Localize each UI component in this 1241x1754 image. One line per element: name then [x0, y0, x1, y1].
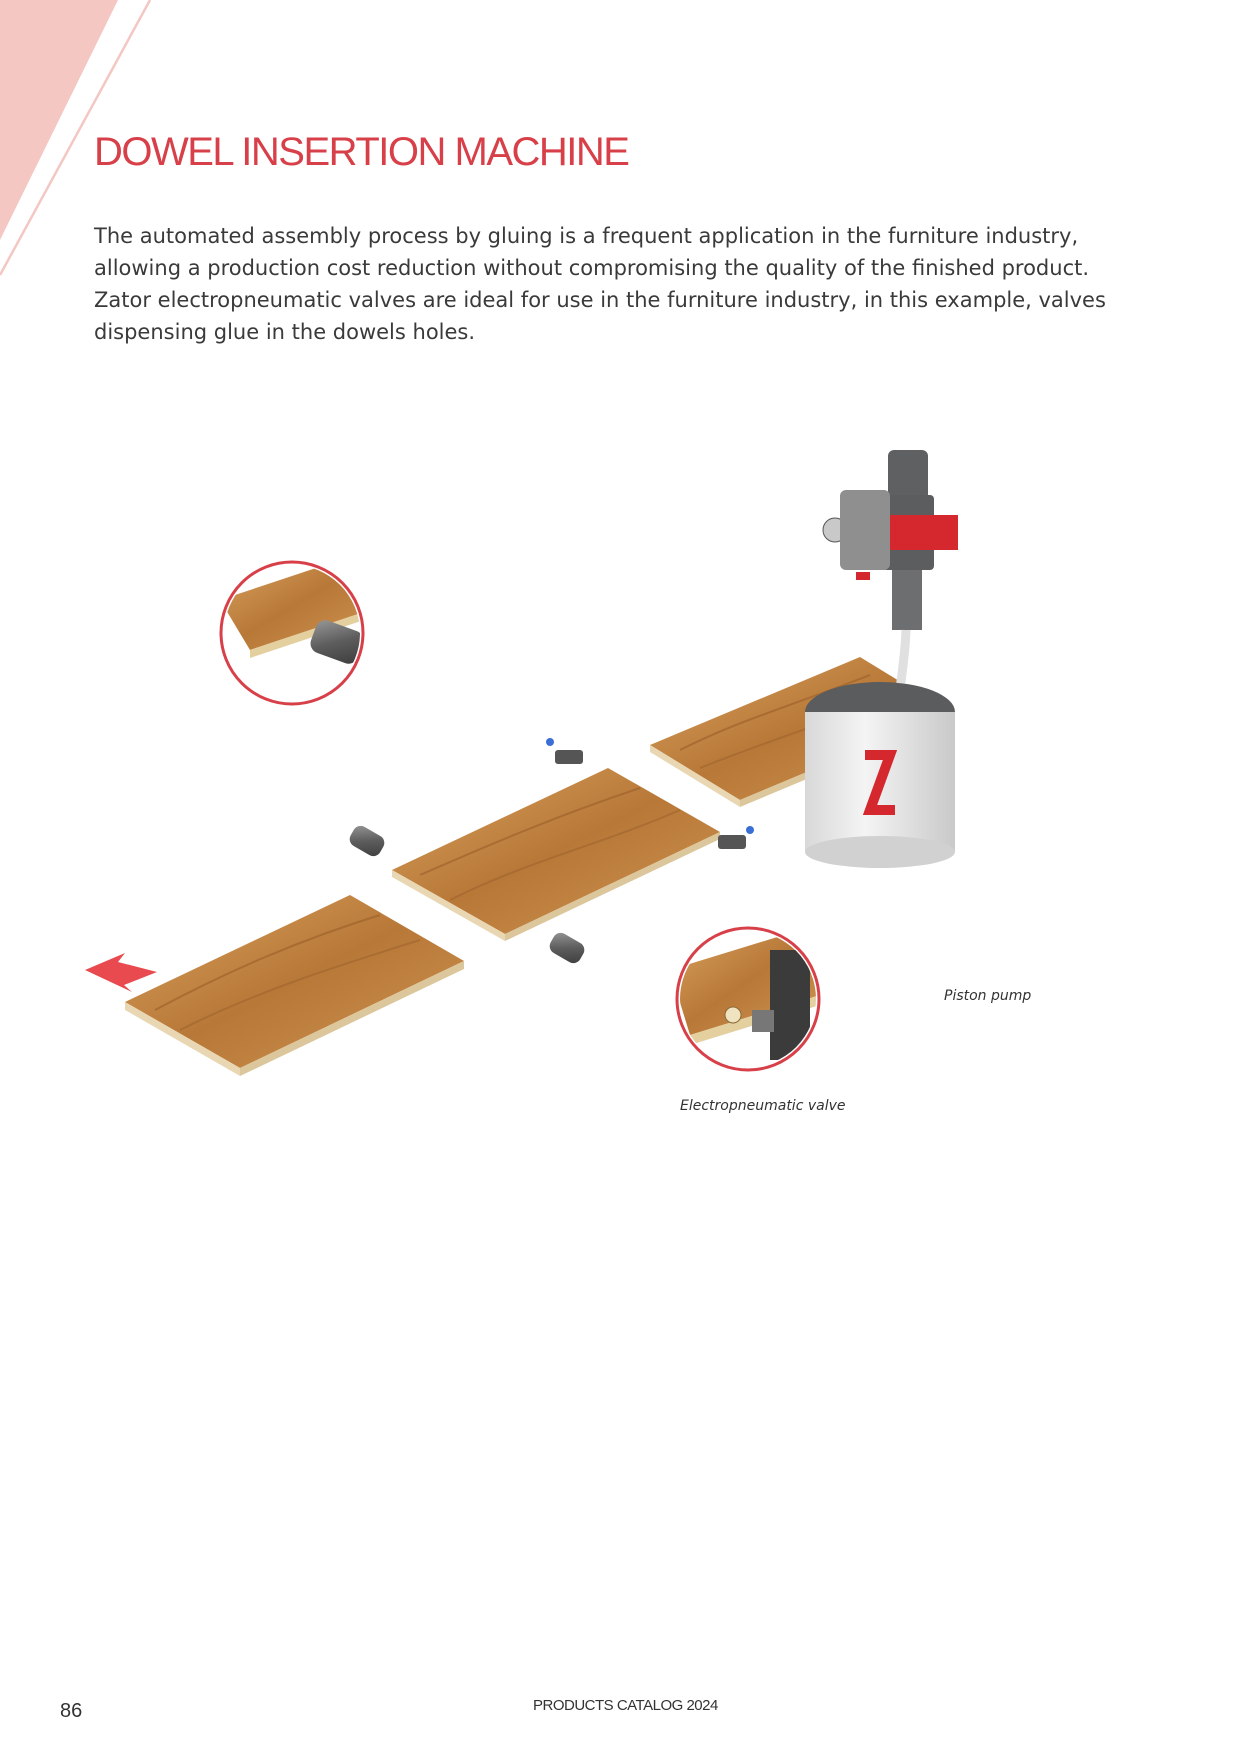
intro-paragraph: The automated assembly process by gluing is a frequent application in the furniture industry, allowing a production cost reduction without compromising the quality of the finished product.: [94, 224, 1090, 280]
glue-valve: [546, 738, 583, 764]
wood-panel: [125, 895, 464, 1076]
intro-paragraph: Zator electropneumatic valves are ideal for use in the furniture industry, in this example, valves dispensing glue in the dowels holes.: [94, 288, 1106, 344]
intro-text: [94, 220, 1154, 348]
piston-pump-caption: Piston pump: [944, 988, 1032, 1004]
detail-zoom-circle: [220, 560, 370, 704]
glue-bucket: [805, 682, 955, 868]
glue-valve: [718, 826, 754, 849]
valve-caption: Electropneumatic valve: [680, 1098, 846, 1114]
direction-arrow: [85, 953, 157, 992]
glue-valve: [547, 930, 587, 966]
glue-valve: [347, 823, 387, 859]
page-number: 86: [60, 1700, 83, 1722]
detail-zoom-circle: [670, 928, 820, 1070]
wood-panel: [392, 768, 720, 941]
catalog-footer: PRODUCTS CATALOG 2024: [533, 1697, 718, 1714]
dowel-machine-illustration: [80, 450, 1080, 1130]
page-title: DOWEL INSERTION MACHINE: [94, 130, 629, 174]
